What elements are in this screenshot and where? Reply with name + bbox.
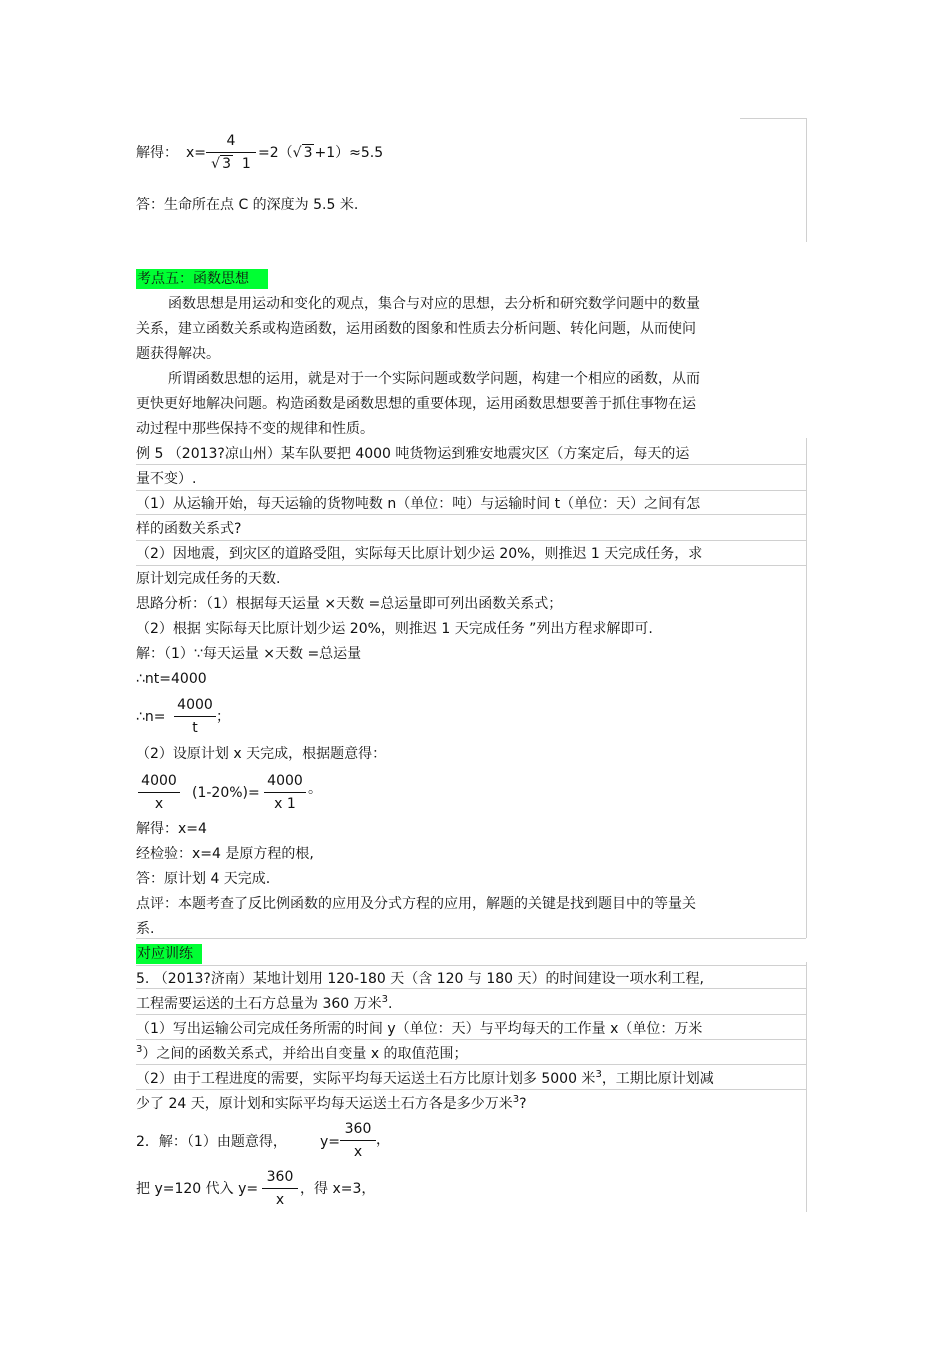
fraction-4-over-sqrt3-1 (206, 132, 256, 173)
fraction-numerator: 4000 (177, 697, 213, 713)
equation-rest: =2（√ 3 +1）≈5.5 (258, 145, 384, 161)
paragraph-1-line-1: 函数思想是用运动和变化的观点，集合与对应的思想，去分析和研究数学问题中的数量 (168, 296, 700, 312)
question-1-line-2: 样的函数关系式? (136, 521, 242, 537)
solve-prefix: 解得： (136, 145, 178, 161)
fraction-4000-over-t (174, 696, 216, 737)
paragraph-2-line-3: 动过程中那些保持不变的规律和性质。 (136, 421, 374, 437)
frame-right-main (806, 438, 807, 938)
training-solution-prefix: 2．解：（1）由题意得， (136, 1134, 287, 1150)
fraction-denominator: x (154, 796, 164, 812)
fraction-denominator: x 1 (274, 796, 296, 812)
training-question-2-line-2: 少了 24 天，原计划和实际平均每天运送土石方各是多少万米$^3$? (136, 1094, 527, 1112)
fraction-numerator: 360 (344, 1121, 372, 1137)
comment-line-2: 系. (136, 921, 155, 937)
solution-n-prefix: ∴n= (136, 709, 166, 725)
fraction-denominator: x (275, 1192, 285, 1208)
substitute-prefix: 把 y=120 代入 y= (136, 1181, 259, 1197)
row-line-10 (136, 1039, 806, 1040)
training-heading: 对应训练 (137, 946, 193, 962)
fraction-4000-over-x (138, 772, 180, 813)
fraction-bar (340, 1140, 376, 1141)
problem-5-line-2: 工程需要运送的土石方总量为 360 万米$^3$. (136, 994, 393, 1012)
fraction-denominator: x (353, 1144, 363, 1160)
fraction-360-over-x (340, 1120, 376, 1161)
fraction-bar (264, 792, 306, 793)
substitute-suffix: ，得 x=3， (300, 1181, 376, 1197)
row-line-6 (136, 938, 806, 939)
training-question-1-line-1: （1）写出运输公司完成任务所需的时间 y（单位：天）与平均每天的工作量 x（单位：万米 (136, 1021, 703, 1037)
analysis-line-2: （2）根据 实际每天比原计划少运 20%，则推迟 1 天完成任务 ”列出方程求解即可. (136, 621, 653, 637)
solution-n-suffix: ； (216, 709, 230, 725)
section-heading: 考点五：函数思想 (137, 271, 249, 287)
fraction-numerator: 360 (266, 1169, 294, 1185)
solution-line-6: 解得：x=4 (136, 821, 207, 837)
equation-middle: (1-20%)= (192, 785, 260, 801)
fraction-bar (138, 792, 180, 793)
solution-line-1: 解：（1）∵每天运量 ×天数 =总运量 (136, 646, 362, 662)
solution-line-4: （2）设原计划 x 天完成，根据题意得： (136, 746, 387, 762)
fraction-360-over-x-substitute (262, 1168, 298, 1209)
training-solution-y: y= (320, 1134, 341, 1150)
training-solution-comma: ， (376, 1132, 390, 1148)
row-line-8 (136, 988, 806, 989)
fraction-numerator: 4 (226, 133, 236, 149)
equation-end: 。 (308, 781, 322, 797)
example-5-line-2: 量不变）. (136, 471, 197, 487)
solution-line-7: 经检验：x=4 是原方程的根, (136, 846, 314, 862)
row-line-3 (136, 514, 806, 515)
analysis-line-1: 思路分析：（1）根据每天运量 ×天数 =总运量即可列出函数关系式； (136, 596, 563, 612)
frame-top-line (740, 118, 806, 119)
fraction-denominator: √ 3 1 (211, 156, 251, 172)
fraction-bar (262, 1188, 298, 1189)
x-equals: x= (186, 145, 207, 161)
comment-line-1: 点评：本题考查了反比例函数的应用及分式方程的应用，解题的关键是找到题目中的等量关 (136, 896, 696, 912)
fraction-numerator: 4000 (267, 773, 303, 789)
paragraph-1-line-2: 关系，建立函数关系或构造函数，运用函数的图象和性质去分析问题、转化问题，从而使问 (136, 321, 696, 337)
question-2-line-1: （2）因地震，到灾区的道路受阻，实际每天比原计划少运 20%，则推迟 1 天完成任务，求 (136, 546, 703, 562)
frame-right-bottom (806, 962, 807, 1212)
fraction-bar (174, 716, 216, 717)
answer-depth: 答：生命所在点 C 的深度为 5.5 米. (136, 197, 359, 213)
row-line-4 (136, 540, 806, 541)
question-1-line-1: （1）从运输开始，每天运输的货物吨数 n（单位：吨）与运输时间 t（单位：天）之间有怎 (136, 496, 701, 512)
fraction-bar (206, 152, 256, 153)
paragraph-2-line-1: 所谓函数思想的运用，就是对于一个实际问题或数学问题，构建一个相应的函数，从而 (168, 371, 700, 387)
solution-line-2: ∴nt=4000 (136, 671, 207, 687)
training-question-2-line-1: （2）由于工程进度的需要，实际平均每天运送土石方比原计划多 5000 米$^3$，工期比原计划减 (136, 1069, 714, 1087)
fraction-4000-over-x-1 (264, 772, 306, 813)
problem-5-line-1: 5. （2013?济南）某地计划用 120-180 天（含 120 与 180 天）的时间建设一项水利工程, (136, 971, 704, 987)
paragraph-2-line-2: 更快更好地解决问题。构造函数是函数思想的重要体现，运用函数思想要善于抓住事物在运 (136, 396, 696, 412)
row-line-2 (136, 490, 806, 491)
row-line-7 (136, 965, 806, 966)
question-2-line-2: 原计划完成任务的天数. (136, 571, 281, 587)
training-question-1-line-2: $^3$）之间的函数关系式，并给出自变量 x 的取值范围； (136, 1044, 468, 1062)
frame-right-top (806, 118, 807, 242)
row-line-5 (136, 565, 806, 566)
fraction-numerator: 4000 (141, 773, 177, 789)
example-5-line-1: 例 5 （2013?凉山州）某车队要把 4000 吨货物运到雅安地震灾区（方案定后，每天的运 (136, 446, 690, 462)
solution-line-8: 答：原计划 4 天完成. (136, 871, 271, 887)
row-line-1 (136, 464, 806, 465)
fraction-denominator: t (192, 720, 198, 736)
paragraph-1-line-3: 题获得解决。 (136, 346, 220, 362)
